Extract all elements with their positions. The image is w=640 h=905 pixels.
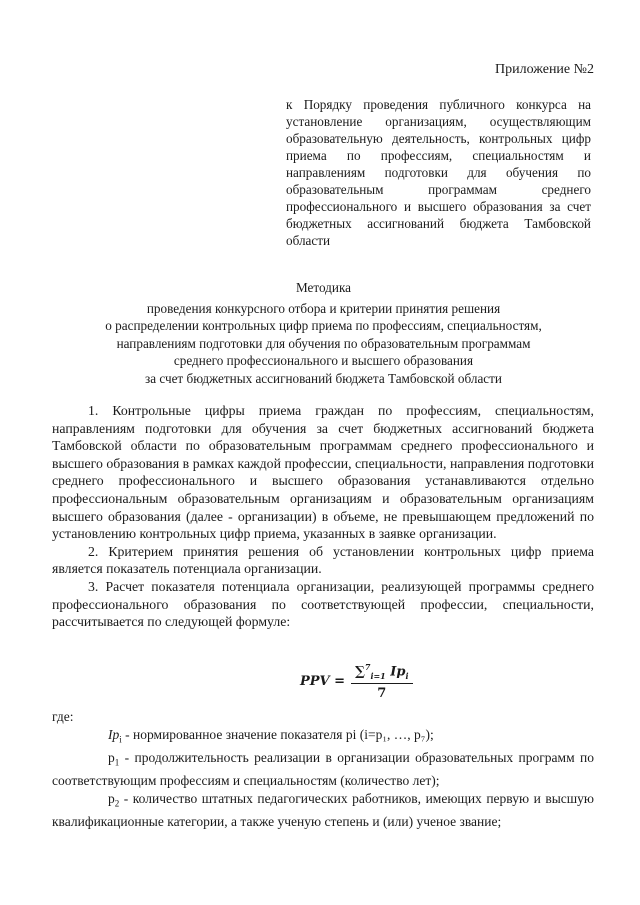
- ppv-formula: [300, 662, 413, 701]
- paragraph-2: 2. Критерием принятия решения об установлении контрольных цифр приема является показатель потенциала организации.: [52, 543, 594, 577]
- definition-symbol: Ip: [108, 726, 120, 742]
- formula-fraction: [351, 662, 412, 701]
- appendix-note: к Порядку проведения публичного конкурса на установление организациям, осуществляющим образовательную деятельность, контрольных цифр приема по профессиям, специальностям и направлениям подготовки для обучения по образовательным программам среднего профессионального и высшего образования за счет бюджетных ассигнований бюджета Тамбовской области: [286, 97, 591, 248]
- title-line: среднего профессионального и высшего образования: [173, 353, 474, 368]
- definition-symbol-sub: 1: [114, 757, 120, 768]
- definition-symbol: p: [108, 790, 115, 806]
- title-line: направлениям подготовки для обучения по образовательным программам: [116, 335, 531, 351]
- title-line: проведения конкурсного отбора и критерии принятия решения: [146, 300, 501, 316]
- formula-lhs: PPV =: [300, 673, 346, 689]
- sum-upper-limit: 7: [364, 662, 371, 672]
- definition-text: - количество штатных педагогических работников, имеющих первую и высшую квалификационные категории, а также ученую степень и (или) ученое звание;: [52, 790, 594, 830]
- paragraph-3: 3. Расчет показателя потенциала организации, реализующей программы среднего профессионального образования по соответствующей профессии, специальности, рассчитывается по следующей формуле:: [52, 578, 594, 630]
- definition-symbol-sub: 2: [114, 798, 120, 809]
- formula-denominator: 7: [377, 685, 387, 701]
- definition-p2: [52, 790, 594, 831]
- title-heading: Методика: [295, 280, 352, 295]
- definition-ipi: [52, 726, 594, 749]
- sum-lower-limit: i=1: [370, 670, 386, 681]
- document-title: [56, 279, 591, 387]
- document-body: [52, 402, 594, 631]
- paragraph-1: 1. Контрольные цифры приема граждан по профессиям, специальностям, направлениям подготовки для обучения за счет бюджетных ассигнований бюджета Тамбовской области по образовательным программам среднего профессионального и высшего образования в рамках каждой профессии, специальности, направления подготовки среднего профессионального и высшего образования устанавливаются отдельно профессиональным образовательным организациям и образовательным организациям высшего образования (далее - организации) в объеме, не превышающем предложений по установлению контрольных цифр приема, указанных в заявке организации.: [52, 403, 594, 542]
- where-label: где:: [52, 709, 74, 724]
- definitions: [52, 708, 594, 831]
- definition-symbol: p: [108, 749, 115, 765]
- formula-numerator: [351, 662, 412, 684]
- sum-sign: ∑: [355, 664, 365, 680]
- definition-text: - нормированное значение показателя pi (i=p₁, …, p₇);: [121, 726, 434, 742]
- formula-term: Ip: [390, 664, 406, 680]
- definition-symbol-sub: i: [119, 734, 122, 745]
- definition-text: - продолжительность реализации в организации образовательных программ по соответствующим профессиям и специальностям (количество лет);: [52, 749, 594, 789]
- definition-p1: [52, 749, 594, 790]
- title-line: за счет бюджетных ассигнований бюджета Тамбовской области: [145, 370, 502, 386]
- formula-term-sub: i: [405, 670, 409, 681]
- appendix-number: Приложение №2: [495, 62, 594, 77]
- title-line: о распределении контрольных цифр приема по профессиям, специальностям,: [105, 318, 542, 333]
